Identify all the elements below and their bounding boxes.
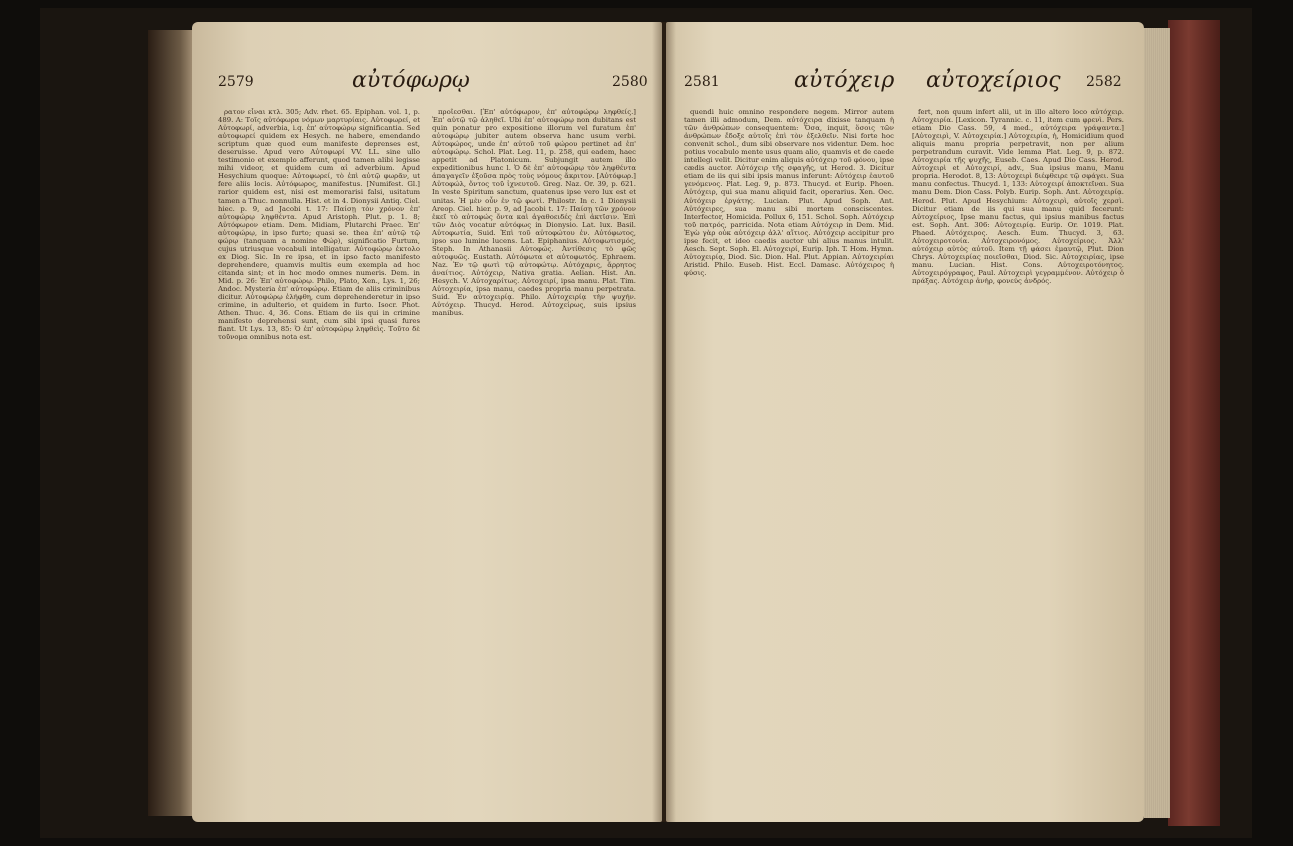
left-page-header <box>192 68 662 96</box>
column-text: προΐεσθαι. [Ἐπ' αὐτόφωρον, ἐπ' αὐτοφώρῳ ληφθείς.] Ἐπ' αὐτῷ τῷ ἀληθεῖ. Ubi ἐπ' αὐτοφώρῳ non dubitans est quin ponatur pro expositione illorum vel furatum ἐπ' αὐτοφώρῳ jubiter autem observa hanc usum verbi. Αὐτοφώρος, unde ἐπ' αὐτοῦ τοῦ φώρου pertinet ad ἐπ' αὐτοφώρῳ. Schol. Plat. Leg. 11, p. 258, qui eadem, haec appetit ad Platonicum. Subjungit autem illo expeditionibus hunc l. Ὁ δὲ ἐπ' αὐτοφώρῳ τὸν ληφθέντα ἀπαγαγεῖν ἐξοῦσα πρὸς τοὺς νόμους ἄκριτον. [Αὐτόφωρ.] Αὐτοφώλ, ὄντος τοῦ ἰχνευτοῦ. Greg. Naz. Or. 39, p. 621. In veste Spiritum sanctum, quatenus ipse vero lux est et unitas. Ἡ μὲν οὖν ἐν τῷ φωτὶ. Philostr. In c. 1 Dionysii Areop. Ciel. hier. p. 9, ad Jacobi t. 17: Παίσῃ τῶν χρόνον ἐκεῖ τὸ αὐτοφώς ὄντα καὶ ἀγαθοειδές ἐπὶ ἀκτῖσιν. Ἐπὶ τῶν Διὸς vocatur αὐτόφως in Dionysio. Lat. lux. Basil. Αὐτοφωτία, Suid. Ἐπὶ τοῦ αὐτοφώτου ἐν. Αὐτόφωτος, ipso suo lumine lucens. Lat. Epiphanius. Αὐτοφωτισμός, Steph. In Athanasii Αὐτοφώς. Ἀντίθεσις τὸ φῶς αὐτοφυῶς. Eustath. Αὐτόφωτα et αὐτοφωτός. Ephraem. Naz. Ἐν τῷ φωτὶ τῷ αὐτοφώτῳ. Αὐτόχαρις, ἄρρητος ἀναίτιος. Αὐτόχειρ, Nativa gratia. Aelian. Hist. An. Hesych. V. Αὐτοχαρίτως. Αὐτοχειρί, ipsa manu. Plat. Tim. Αὐτοχειρία, ipsa manu, caedes propria manu perpetrata. Suid. Ἐν αὐτοχειρίᾳ. Philo. Αὐτοχειρίᾳ τὴν ψυχήν. Αὐτόχειρ. Thucyd. Herod. Αὐτοχείρως, suis ipsius manibus. <box>432 108 636 318</box>
column-number: 2580 <box>612 74 648 90</box>
left-page <box>192 22 662 822</box>
book-cover-right-edge <box>1168 20 1220 826</box>
page-headword: αὐτόφωρῳ <box>352 68 470 93</box>
column-number: 2581 <box>684 74 720 90</box>
column-text: ρατον εἶναι κτλ. 305; Adv. rhet. 65. Epiphan. vol. 1, p. 489. A: Τοῖς αὐτόφωρα νόμων μαρτυρίαις. Αὐτοφωρεί, et Αὐτοφωρί, adverbia, i.q. ἐπ' αὐτοφώρῳ significantia. Sed αὐτοφωρεί quidem ex Hesych. ne habere, emendando scriptum quæ quod eum manifeste deprenses est, deseruisse. Apud vero Αὐτοφωρί VV. LL. sine ullo testimonio et exemplo afferunt, quod tamen alibi legisse mihi videor, et quidem cum αἰ adverbium. Apud Hesychium quoque: Αὐτοφωρεί, τὸ ἐπὶ αὐτῷ φωρᾶν, ut fere aliis locis. Αὐτόφωρος, manifestus. [Numifest. Gl.] rarior quidem est, nisi est memorarisi falsi, usitatum tamen a Thuc. nonnulla. Hist. et in 4. Dionysii Antiq. Ciel. hiec. p. 9, ad Jacobi t. 17: Παίσῃ τὸν χρόνον ἐπ' αὐτοφώρῳ ληφθέντα. Apud Aristoph. Plut. p. 1. 8; Αὐτόφωρον etiam. Dem. Midiam, Plutarchi Praec. Ἐπ' αὐτοφώρῳ, in ipso furto; quasi se. thea ἐπ' αὐτῷ τῷ φώρῳ (tanquam a nomine Φώρ), significatio Furtum, cujus utriusque vocabuli intelligatur. Αὐτοφώρῳ ἐκτολο ex Diog. Sic. In re ipsa, et in ipso facto manifesto deprehendere, quamvis multis eum exempla ad hoc citanda sint; et in hoc modo omnes numeris. Dem. in Mid. p. 26: Ἐπ' αὐτοφώρῳ. Philo, Plato, Xen., Lys. 1, 26; Andoc. Mysteria ἐπ' αὐτοφώρῳ. Etiam de aliis criminibus dicitur. Αὐτοφώρῳ ἐλήφθη, cum deprehenderetur in ipso crimine, in adulterio, et quidem in furto. Isocr. Phot. Athen. Thuc. 4, 36. Cons. Etiam de iis qui in crimine manifesto deprehensi sunt, cum sibi ipsi quasi fures fiant. Ut Lys. 13, 85: Ὁ ἐπ' αὐτοφώρῳ ληφθεὶς. Τοῦτο δὲ τοῦνομα omnibus nota est. <box>218 108 420 342</box>
page-edges <box>1144 28 1170 818</box>
column-text: quendi huic omnino respondere negem. Mirror autem tamen illi admodum, Dem. αὐτόχειρα dixisse tanquam ἡ τῶν ἀνθρώπων consequentem: Ὅσα, inquit, ὅσοις τῶν ἀνθρώπων ἔδοξε αὐτοῖς ἐπὶ τὸν ἐξελθεῖν. Nisi forte hoc convenit schol., dum sibi observare nos videntur. Dem. hoc potius vocabulo mente usus quam alio, quamvis et de caede intellegi velit. Dicitur enim aliquis αὐτόχειρ τοῦ φόνου, ipse cædis auctor. Αὐτόχειρ τῆς σφαγῆς, ut Herod. 3. Dicitur etiam de iis qui sibi ipsis manus inferunt: Αὐτόχειρ ἑαυτοῦ γενόμενος. Plat. Leg. 9, p. 873. Thucyd. et Eurip. Phoen. Αὐτόχειρ, qui sua manu aliquid facit, operarius. Xen. Oec. Αὐτόχειρ ἐργάτης. Lucian. Plut. Apud Soph. Ant. Αὐτόχειρες, sua manu sibi mortem consciscentes. Interfector, Homicida. Pollux 6, 151. Schol. Soph. Αὐτόχειρ τοῦ πατρός, parricida. Nota etiam Αὐτόχειρ in Dem. Mid. Ἐγὼ γὰρ οὐκ αὐτόχειρ ἀλλ' αἴτιος. Αὐτόχειρ accipitur pro ipse fecit, et ideo caedis auctor ubi alius manus intulit. Aesch. Sept. Soph. El. Αὐτοχειρί, Eurip. Iph. T. Hom. Hymn. Αὐτοχειρίᾳ, Diod. Sic. Dion. Hal. Plut. Appian. Αὐτοχειρίαι Aristid. Philo. Euseb. Hist. Eccl. Damasc. Αὐτόχειρος ἡ φύσις. <box>684 108 894 277</box>
page-headword-b: αὐτοχείριος <box>926 68 1061 93</box>
page-headword: αὐτόχειρ <box>794 68 895 93</box>
book-gutter <box>652 22 676 822</box>
book-cover-left-edge <box>148 30 194 816</box>
right-page <box>666 22 1144 822</box>
column-text: fert, non quum infert alii, ut in illo altero loco αὐτόχειρ. Αὐτοχειρία. [Lexicon. Tyrannic. c. 11, item cum φρενὶ. Pers. etiam Dio Cass. 59, 4 med., αὐτόχειρα γράψαντα.] [Αὐτοχειρὶ, V. Αὐτοχειρία.] Αὐτοχειρία, ἡ, Homicidium quod aliquis manu propria perpetravit, non per alium perpetrandum curavit. Vide lemma Plat. Leg. 9, p. 872. Αὐτοχειρία τῆς ψυχῆς, Euseb. Caes. Apud Dio Cass. Herod. Αὐτοχειρὶ et Αὐτοχειρί, adv., Sua ipsius manu, Manu propria. Herodot. 8, 13: Αὐτοχειρὶ διέφθειρε τῷ σφάγει. Sua manu confectus. Thucyd. 1, 133: Αὐτοχειρί ἀποκτεῖναι. Sua manu Dem. Dion Cass. Polyb. Eurip. Soph. Ant. Αὐτοχειρίᾳ. Herod. Plut. Apud Hesychium: Αὐτοχειρὶ, αὐτοῖς χερσὶ. Dicitur etiam de iis qui sua manu quid fecerunt: Αὐτοχείριος, Ipse manu factus, qui ipsius manibus factus est. Soph. Ant. 306: Αὐτοχειρίᾳ. Eurip. Or. 1019. Plat. Phaed. Αὐτόχειρος. Aesch. Eum. Thucyd. 3, 63. Αὐτοχειροτονία. Αὐτοχειρονόμος. Αὐτοχείριος. Ἀλλ' αὐτόχειρ αὐτὸς αὐτοῦ. Item τῇ φάσει ἐμαυτῷ, Plut. Dion Chrys. Αὐτοχειρίας ποιεῖσθαι, Diod. Sic. Αὐτοχειρίας, ipse manu. Lucian. Hist. Cons. Αὐτοχειροτόνητος. Αὐτοχειρόγραφος, Paul. Αὐτοχειρὶ γεγραμμένον. Αὐτόχειρ ὁ πράξας. Αὐτόχειρ ἀνὴρ, φονεύς ἀνδρός. <box>912 108 1124 285</box>
open-book <box>40 8 1252 838</box>
column-number: 2582 <box>1086 74 1122 90</box>
right-page-header <box>666 68 1144 96</box>
dictionary-column <box>912 108 1124 808</box>
dictionary-column <box>218 108 420 808</box>
dictionary-column <box>684 108 894 808</box>
dictionary-column <box>432 108 636 808</box>
column-number: 2579 <box>218 74 254 90</box>
